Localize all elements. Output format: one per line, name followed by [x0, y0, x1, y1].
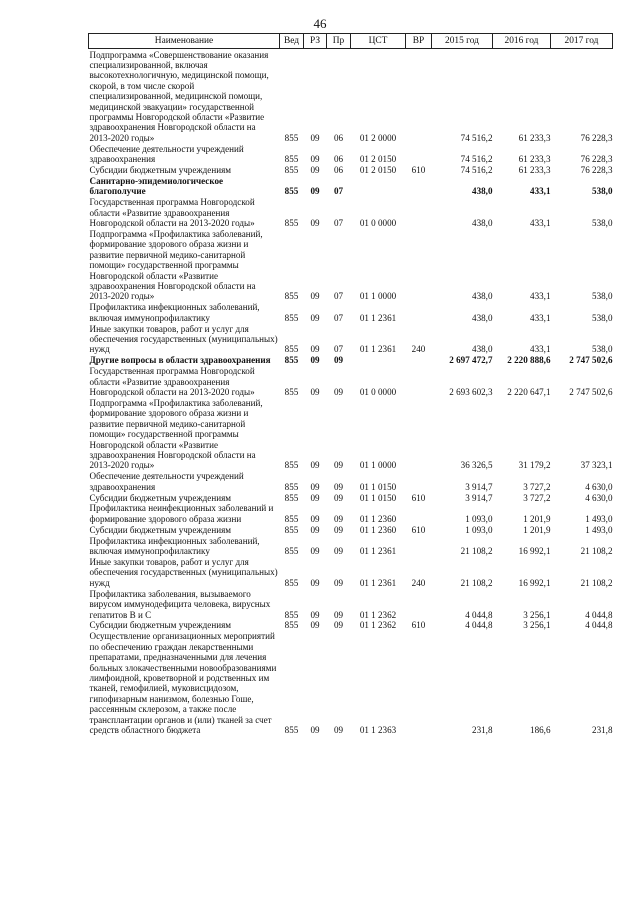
cell-vr [406, 503, 432, 524]
cell-rz: 09 [310, 620, 320, 631]
header-name: Наименование [89, 34, 280, 49]
cell-rz: 09 [310, 132, 320, 143]
table-body [89, 49, 613, 736]
cell-ved: 855 [284, 164, 299, 175]
cell-vr [406, 49, 432, 144]
cell-cst: 01 1 2362 [359, 609, 397, 620]
cell-y2017: 4 044,8 [585, 609, 613, 620]
cell-y2017: 538,0 [592, 344, 613, 355]
cell-vr: 610 [411, 620, 426, 631]
cell-y2017: 4 630,0 [585, 481, 613, 492]
table-row [89, 535, 613, 556]
cell-vr [406, 588, 432, 620]
cell-y2015: 438,0 [472, 218, 493, 228]
cell-cst [351, 175, 406, 196]
cell-rz: 09 [310, 387, 320, 397]
cell-y2017: 538,0 [592, 218, 613, 228]
cell-vr [406, 143, 432, 164]
table-row [89, 302, 613, 323]
cell-ved: 855 [284, 355, 299, 366]
table-row [89, 524, 613, 535]
cell-vr [406, 631, 432, 736]
table-row [89, 355, 613, 366]
header-2017: 2017 год [551, 34, 613, 49]
cell-pr: 06 [333, 132, 344, 143]
cell-y2016: 61 233,3 [518, 164, 551, 175]
cell-y2017: 37 323,1 [580, 460, 613, 471]
cell-ved: 855 [284, 291, 299, 302]
cell-pr: 09 [333, 620, 344, 631]
header-2015: 2015 год [432, 34, 493, 49]
budget-table [88, 33, 613, 735]
cell-y2016: 3 727,2 [523, 492, 551, 503]
cell-cst: 01 0 0000 [359, 218, 397, 228]
cell-y2017: 76 228,3 [580, 132, 613, 143]
cell-vr [406, 228, 432, 301]
cell-y2015: 3 914,7 [465, 481, 493, 492]
cell-y2017: 21 108,2 [580, 577, 613, 588]
cell-ved: 855 [284, 513, 299, 524]
cell-y2015: 21 108,2 [460, 546, 493, 557]
cell-cst: 01 1 0150 [359, 492, 397, 503]
cell-pr: 07 [333, 291, 344, 302]
cell-vr [406, 175, 432, 196]
cell-cst: 01 1 2361 [359, 577, 397, 588]
cell-rz: 09 [310, 546, 320, 557]
table-row [89, 143, 613, 164]
cell-cst: 01 1 2361 [359, 546, 397, 557]
table-row [89, 588, 613, 620]
cell-y2015: 438,0 [472, 312, 493, 323]
cell-rz: 09 [310, 291, 320, 302]
cell-y2016: 16 992,1 [518, 577, 551, 588]
cell-ved: 855 [284, 481, 299, 492]
cell-name: Субсидии бюджетным учреждениям [89, 524, 232, 535]
cell-vr: 610 [411, 492, 426, 503]
cell-y2016: 433,1 [530, 312, 551, 323]
cell-pr: 07 [333, 218, 344, 228]
cell-y2015: 2 697 472,7 [449, 355, 493, 366]
cell-y2015: 438,0 [472, 344, 493, 355]
table-row [89, 366, 613, 398]
cell-y2015: 2 693 602,3 [449, 387, 493, 397]
cell-y2016: 186,6 [530, 725, 551, 735]
cell-ved: 855 [284, 460, 299, 471]
cell-y2016: 61 233,3 [518, 154, 551, 165]
cell-rz: 09 [310, 344, 320, 355]
cell-y2016: 433,1 [530, 291, 551, 302]
cell-y2015: 1 093,0 [465, 524, 493, 535]
cell-rz: 09 [310, 524, 320, 535]
cell-pr: 07 [333, 312, 344, 323]
cell-y2017: 538,0 [592, 186, 613, 197]
cell-y2015: 4 044,8 [465, 620, 493, 631]
cell-name: Профилактика неинфекционных заболеваний и формирование здорового образа жизни [89, 503, 274, 524]
header-rz: РЗ [304, 34, 327, 49]
cell-y2015: 21 108,2 [460, 577, 493, 588]
cell-y2017: 538,0 [592, 312, 613, 323]
table-row [89, 492, 613, 503]
cell-name: Подпрограмма «Профилактика заболеваний, формирование здорового образа жизни и развитие первичной медико-санитарной помощи» государственной программы Новгородской области «Развитие здравоохранения Новгородской области на 2013-2020 годы» [89, 228, 263, 302]
cell-vr [406, 471, 432, 492]
cell-pr: 09 [333, 355, 344, 366]
cell-ved: 855 [284, 218, 299, 228]
cell-y2015: 1 093,0 [465, 513, 493, 524]
cell-name: Обеспечение деятельности учреждений здравоохранения [89, 471, 244, 492]
cell-ved: 855 [284, 609, 299, 620]
cell-y2015: 74 516,2 [460, 154, 493, 165]
cell-pr: 09 [333, 492, 344, 503]
cell-rz: 09 [310, 577, 320, 588]
header-2016: 2016 год [493, 34, 551, 49]
table-row [89, 164, 613, 175]
cell-ved: 855 [284, 344, 299, 355]
table-header [89, 34, 613, 49]
page-number: 46 [313, 16, 327, 31]
table-row [89, 49, 613, 144]
cell-y2017: 76 228,3 [580, 164, 613, 175]
cell-name: Обеспечение деятельности учреждений здравоохранения [89, 143, 244, 165]
cell-y2016: 2 220 647,1 [507, 387, 551, 397]
cell-y2015: 438,0 [472, 291, 493, 302]
cell-name: Иные закупки товаров, работ и услуг для обеспечения государственных (муниципальных) нужд [89, 323, 278, 355]
cell-vr [406, 197, 432, 229]
cell-name: Профилактика инфекционных заболеваний, включая иммунопрофилактику [89, 302, 260, 323]
cell-name: Осуществление организационных мероприятий по обеспечению граждан лекарственными препаратами, предназначенными для лечения больных злокачественными новообразованиями лимфоидной, кроветворной и родственных им тканей, гемофилией, муковисцидозом, гипофизарным нанизмом, болезнью Гоше, рассеянным склерозом, а также после трансплантации органов и (или) тканей за счет средств областного бюджета [89, 631, 277, 735]
cell-cst: 01 1 0150 [359, 481, 397, 492]
cell-ved: 855 [284, 725, 299, 735]
table-row [89, 228, 613, 301]
cell-name: Профилактика инфекционных заболеваний, включая иммунопрофилактику [89, 535, 260, 557]
cell-name: Подпрограмма «Профилактика заболеваний, формирование здорового образа жизни и развитие первичной медико-санитарной помощи» государственной программы Новгородской области «Развитие здравоохранения Новгородской области на 2013-2020 годы» [89, 397, 263, 471]
cell-y2017: 2 747 502,6 [569, 355, 613, 366]
cell-y2015: 438,0 [472, 186, 493, 197]
cell-pr: 07 [333, 186, 344, 197]
cell-cst: 01 1 2362 [359, 620, 397, 631]
header-pr: Пр [327, 34, 351, 49]
cell-cst [351, 355, 406, 366]
cell-rz: 09 [310, 725, 320, 735]
header-cst: ЦСТ [351, 34, 406, 49]
cell-ved: 855 [284, 577, 299, 588]
cell-rz: 09 [310, 218, 320, 228]
cell-rz: 09 [310, 186, 320, 197]
cell-name: Субсидии бюджетным учреждениям [89, 492, 232, 503]
cell-ved: 855 [284, 387, 299, 397]
cell-y2015: 74 516,2 [460, 132, 493, 143]
cell-rz: 09 [310, 513, 320, 524]
table-row [89, 557, 613, 589]
cell-y2016: 3 256,1 [523, 620, 551, 631]
cell-cst: 01 0 0000 [359, 387, 397, 397]
cell-vr: 610 [411, 164, 426, 175]
table-row [89, 631, 613, 736]
cell-pr: 07 [333, 344, 344, 355]
cell-vr: 240 [411, 577, 426, 588]
cell-y2016: 433,1 [530, 218, 551, 228]
cell-y2017: 1 493,0 [585, 513, 613, 524]
cell-y2015: 4 044,8 [465, 609, 493, 620]
cell-y2017: 4 044,8 [585, 620, 613, 631]
cell-y2016: 1 201,9 [523, 513, 551, 524]
table-row [89, 175, 613, 196]
cell-y2017: 2 747 502,6 [569, 387, 613, 397]
cell-vr [406, 302, 432, 323]
cell-pr: 09 [333, 609, 344, 620]
cell-vr [406, 397, 432, 470]
cell-rz: 09 [310, 154, 320, 165]
cell-pr: 09 [333, 524, 344, 535]
cell-y2016: 3 256,1 [523, 609, 551, 620]
cell-vr [406, 535, 432, 556]
cell-y2016: 16 992,1 [518, 546, 551, 557]
cell-y2016: 3 727,2 [523, 481, 551, 492]
cell-y2017: 76 228,3 [580, 154, 613, 165]
header-vr: ВР [406, 34, 432, 49]
cell-pr: 09 [333, 460, 344, 471]
header-ved: Вед [280, 34, 304, 49]
cell-vr [406, 366, 432, 398]
cell-cst: 01 1 2360 [359, 524, 397, 535]
cell-cst: 01 1 2360 [359, 513, 397, 524]
cell-vr [406, 355, 432, 366]
cell-ved: 855 [284, 154, 299, 165]
cell-cst: 01 2 0000 [359, 132, 397, 143]
table-row [89, 197, 613, 229]
cell-y2016: 61 233,3 [518, 132, 551, 143]
cell-ved: 855 [284, 186, 299, 197]
table-row [89, 471, 613, 492]
cell-vr: 240 [411, 344, 426, 355]
cell-rz: 09 [310, 492, 320, 503]
cell-cst: 01 1 2361 [359, 344, 397, 355]
cell-name: Санитарно-эпидемиологическое благополучие [89, 175, 224, 197]
cell-name: Субсидии бюджетным учреждениям [89, 620, 232, 631]
cell-y2016: 433,1 [530, 344, 551, 355]
cell-y2017: 538,0 [592, 291, 613, 302]
cell-name: Другие вопросы в области здравоохранения [89, 355, 271, 366]
cell-rz: 09 [310, 164, 320, 175]
cell-ved: 855 [284, 312, 299, 323]
cell-ved: 855 [284, 524, 299, 535]
table-row [89, 620, 613, 631]
cell-rz: 09 [310, 460, 320, 471]
cell-ved: 855 [284, 492, 299, 503]
table-row [89, 397, 613, 470]
cell-cst: 01 1 0000 [359, 291, 397, 302]
cell-pr: 09 [333, 513, 344, 524]
cell-pr: 09 [333, 577, 344, 588]
cell-y2015: 3 914,7 [465, 492, 493, 503]
cell-y2016: 31 179,2 [518, 460, 551, 471]
cell-y2017: 231,8 [592, 725, 613, 735]
cell-name: Государственная программа Новгородской области «Развитие здравоохранения Новгородской области на 2013-2020 годы» [89, 197, 255, 228]
cell-pr: 09 [333, 546, 344, 557]
cell-pr: 09 [333, 387, 344, 397]
cell-y2015: 36 326,5 [460, 460, 493, 471]
cell-vr: 610 [411, 524, 426, 535]
cell-cst: 01 1 2361 [359, 312, 397, 323]
cell-rz: 09 [310, 609, 320, 620]
cell-y2016: 2 220 888,6 [507, 355, 551, 366]
cell-cst: 01 2 0150 [359, 154, 397, 165]
cell-rz: 09 [310, 312, 320, 323]
cell-ved: 855 [284, 132, 299, 143]
cell-ved: 855 [284, 546, 299, 557]
cell-y2015: 74 516,2 [460, 164, 493, 175]
cell-y2016: 1 201,9 [523, 524, 551, 535]
table-row [89, 323, 613, 355]
cell-cst: 01 1 2363 [359, 725, 397, 735]
cell-name: Субсидии бюджетным учреждениям [89, 164, 232, 175]
cell-cst: 01 2 0150 [359, 164, 397, 175]
cell-name: Государственная программа Новгородской области «Развитие здравоохранения Новгородской области на 2013-2020 годы» [89, 366, 255, 397]
cell-y2015: 231,8 [472, 725, 493, 735]
cell-rz: 09 [310, 481, 320, 492]
cell-rz: 09 [310, 355, 320, 366]
cell-y2017: 4 630,0 [585, 492, 613, 503]
cell-name: Подпрограмма «Совершенствование оказания специализированной, включая высокотехнологичную, медицинской помощи, скорой, в том числе скорой специализированной, медицинской помощи, медицинской эвакуации» государственной программы Новгородской области «Развитие здравоохранения Новгородской области на 2013-2020 годы» [89, 49, 269, 143]
cell-y2017: 21 108,2 [580, 546, 613, 557]
cell-pr: 09 [333, 481, 344, 492]
cell-y2016: 433,1 [530, 186, 551, 197]
cell-name: Иные закупки товаров, работ и услуг для обеспечения государственных (муниципальных) нужд [89, 557, 278, 588]
cell-name: Профилактика заболевания, вызываемого вирусом иммунодефицита человека, вирусных гепатитов В и С [89, 588, 271, 620]
table-row [89, 503, 613, 524]
header-row [89, 34, 613, 49]
cell-pr: 06 [333, 164, 344, 175]
cell-pr: 09 [333, 725, 344, 735]
cell-pr: 06 [333, 154, 344, 165]
cell-cst: 01 1 0000 [359, 460, 397, 471]
cell-ved: 855 [284, 620, 299, 631]
cell-y2017: 1 493,0 [585, 524, 613, 535]
